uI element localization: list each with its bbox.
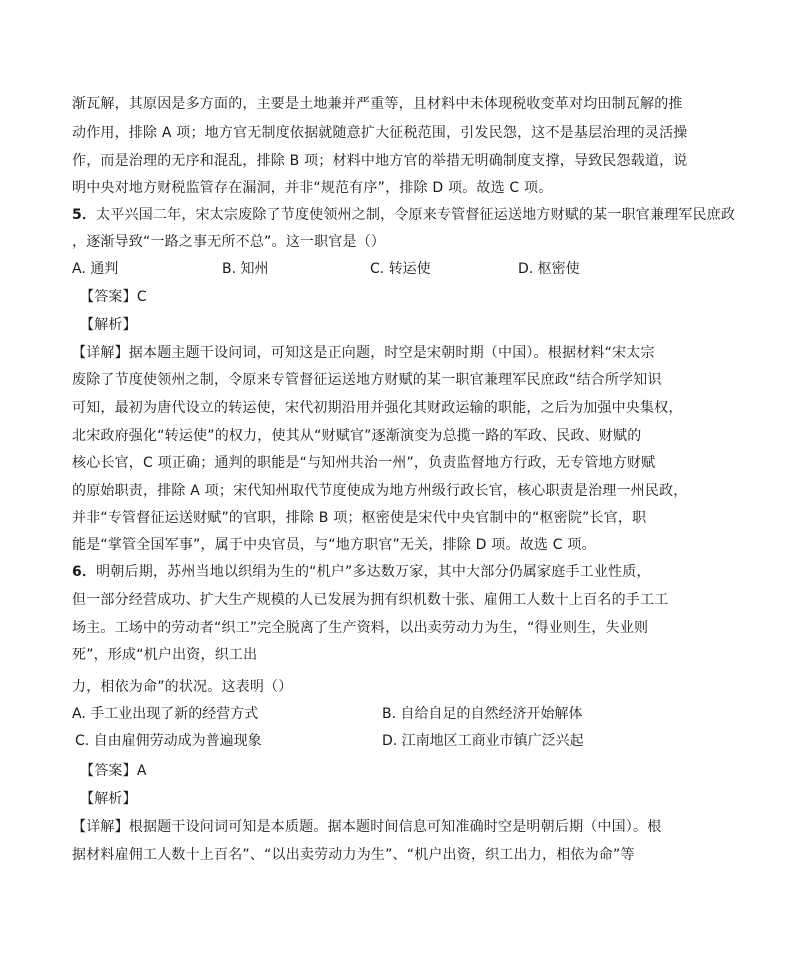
q5-option-c: C. 转运使 [370, 261, 431, 277]
answer-label: 【答案】 [80, 289, 137, 305]
q6-analysis-label: 【解析】 [80, 791, 137, 807]
q5-stem-text-1: 太平兴国二年，宋太宗废除了节度使领州之制，令原来专管督征运送地方财赋的某一职官兼理军民庶政 [96, 207, 736, 223]
q6-detail-line-2: 据材料雇佣工人数十上百名”、“以出卖劳动力为生”、“机户出资，织工出力，相依为命”等 [72, 847, 635, 863]
q6-stem-line-3: 场主。工场中的劳动者“织工”完全脱离了生产资料，以出卖劳动力为生，“得业则生，失业则 [72, 620, 649, 636]
q6-stem-text-1: 明朝后期，苏州当地以织绢为生的“机户”多达数万家，其中大部分仍属家庭手工业性质， [96, 564, 651, 580]
q5-number: 5． [72, 207, 97, 223]
q5-option-a: A. 通判 [72, 261, 119, 277]
q6-detail-line-1: 【详解】根据题干设问词可知是本质题。据本题时间信息可知准确时空是明朝后期（中国）。根 [72, 819, 662, 835]
answer-value: A [136, 763, 147, 779]
q6-number: 6． [72, 564, 97, 580]
q5-analysis-label: 【解析】 [80, 317, 137, 333]
q5-detail-line-1: 【详解】据本题主题干设问词，可知这是正向题，时空是宋朝时期（中国）。根据材料“宋太宗 [72, 345, 655, 361]
q5-answer [80, 287, 147, 307]
q5-detail-line-6: 的原始职责，排除 A 项；宋代知州取代节度使成为地方州级行政长官，核心职责是治理一州民政， [72, 483, 688, 499]
q5-option-b: B. 知州 [222, 261, 269, 277]
answer-label: 【答案】 [80, 763, 137, 779]
q4-analysis-line-3: 作，而是治理的无序和混乱，排除 B 项；材料中地方官的举措无明确制度支撑，导致民怨载道，说 [72, 153, 688, 169]
q5-option-d: D. 枢密使 [518, 261, 580, 277]
q5-detail-line-5: 核心长官，C 项正确；通判的职能是“与知州共治一州”，负责监督地方行政，无专管地方财赋 [72, 455, 656, 471]
q5-stem-line-2: ，逐渐导致“一路之事无所不总”。这一职官是（） [72, 234, 386, 250]
q6-option-b: B. 自给自足的自然经济开始解体 [382, 706, 583, 722]
q6-option-a: A. 手工业出现了新的经营方式 [72, 706, 259, 722]
q5-detail-line-7: 并非“专管督征运送财赋”的官职，排除 B 项；枢密使是宋代中央官制中的“枢密院”长官，职 [72, 510, 647, 526]
q5-detail-line-4: 北宋政府强化“转运使”的权力，使其从“财赋官”逐渐演变为总揽一路的军政、民政、财赋的 [72, 428, 642, 444]
q6-stem-line-1 [72, 562, 651, 582]
q5-detail-line-3: 可知，最初为唐代设立的转运使，宋代初期沿用并强化其财政运输的职能，之后为加强中央集权， [72, 400, 683, 416]
q6-option-d: D. 江南地区工商业市镇广泛兴起 [382, 733, 584, 749]
q4-analysis-line-2: 动作用，排除 A 项；地方官无制度依据就随意扩大征税范围，引发民怨，这不是基层治理的灵活操 [72, 125, 688, 141]
q6-stem-line-4: 死”，形成“机户出资，织工出 [72, 647, 258, 663]
q6-answer [80, 761, 147, 781]
q5-detail-line-2: 废除了节度使领州之制，令原来专管督征运送地方财赋的某一职官兼理军民庶政“结合所学知识 [72, 372, 662, 388]
q6-option-c: C. 自由雇佣劳动成为普遍现象 [75, 733, 262, 749]
q6-stem-line-5: 力，相依为命”的状况。这表明（） [72, 679, 293, 695]
q6-stem-line-2: 但一部分经营成功、扩大生产规模的人已发展为拥有织机数十张、雇佣工人数十上百名的手工工 [72, 592, 669, 608]
answer-value: C [136, 289, 147, 305]
q4-analysis-line-1: 渐瓦解，其原因是多方面的，主要是土地兼并严重等，且材料中未体现税收变革对均田制瓦解的推 [72, 96, 683, 112]
q4-analysis-line-4: 明中央对地方财税监管存在漏洞，并非“规范有序”，排除 D 项。故选 C 项。 [72, 180, 553, 196]
q5-stem-line-1 [72, 205, 735, 225]
q5-detail-line-8: 能是“掌管全国军事”，属于中央官员，与“地方职官”无关，排除 D 项。故选 C 项。 [72, 537, 596, 553]
